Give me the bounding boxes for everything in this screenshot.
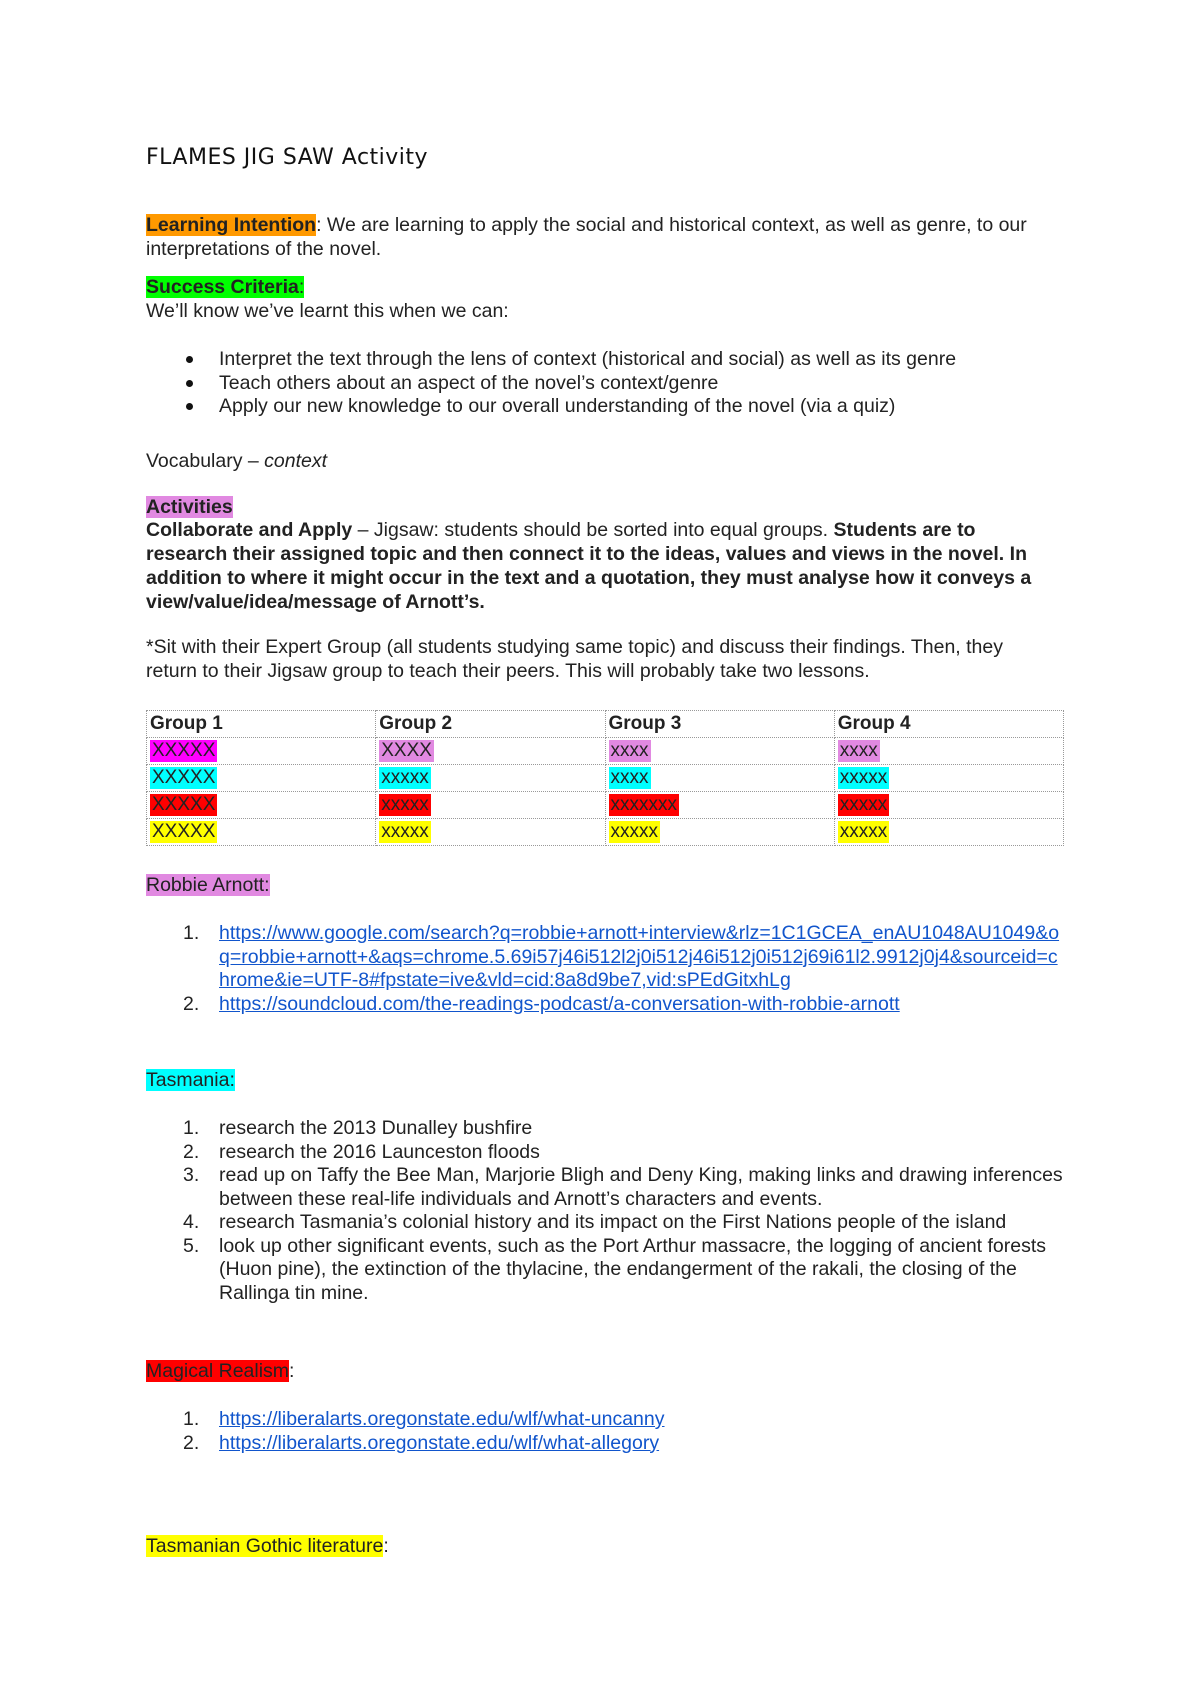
table-cell: XXXX xyxy=(381,740,432,761)
list-item: 1. https://liberalarts.oregonstate.edu/wlf/what-uncanny xyxy=(183,1408,665,1430)
table-cell: XXXXX xyxy=(152,740,216,761)
table-row xyxy=(147,738,1064,765)
table-cell: xxxx xyxy=(610,740,649,761)
table-header-row xyxy=(147,711,1064,738)
list-item: 5. look up other significant events, such as the Port Arthur massacre, the logging of ancient forests (Huon pine), the extinction of the thylacine, the endangerment of the rakali, the closing of the Rallinga tin mine. xyxy=(183,1234,1047,1304)
table-cell: xxxxx xyxy=(839,821,888,842)
vocabulary: Vocabulary – context xyxy=(146,450,328,472)
expert-group-text: *Sit with their Expert Group (all students studying same topic) and discuss their findings. Then, they return to their Jigsaw group to teach their peers. This will probably take two lessons. xyxy=(146,636,1003,682)
activities-heading: Activities xyxy=(146,496,233,518)
page-title: FLAMES JIG SAW Activity xyxy=(146,145,429,170)
table-row xyxy=(147,819,1064,846)
list-item: 2. research the 2016 Launceston floods xyxy=(183,1140,540,1163)
success-criteria-heading: Success Criteria: xyxy=(146,276,305,298)
robbie-arnott-links xyxy=(146,922,1066,1016)
magical-realism-links xyxy=(146,1408,1066,1455)
magical-realism-heading: Magical Realism: xyxy=(146,1360,295,1382)
vocabulary-term: context xyxy=(264,450,328,472)
list-item: Teach others about an aspect of the novel’s context/genre xyxy=(146,372,956,396)
list-item: 1. https://www.google.com/search?q=robbie+arnott+interview&rlz=1C1GCEA_enAU1048AU1049&oq=robbie+arnott+&aqs=chrome.5.69i57j46i512l2j0i512j46i512j0i512j69i61l2.9912j0j4&sourceid=chrome&ie=UTF-8#fpstate=ive&vld=cid:8a8d9be7,vid:sPEdGitxhLg xyxy=(183,922,1060,991)
table-cell: xxxxx xyxy=(839,794,888,815)
table-cell: XXXXX xyxy=(152,767,216,788)
tasmania-list xyxy=(146,1117,1066,1305)
success-criteria-intro: We’ll know we’ve learnt this when we can: xyxy=(146,300,509,322)
allegory-link[interactable]: https://liberalarts.oregonstate.edu/wlf/what-allegory xyxy=(219,1431,660,1454)
tasmanian-gothic-heading: Tasmanian Gothic literature: xyxy=(146,1535,389,1557)
group-4-header: Group 4 xyxy=(834,711,1063,738)
groups-table xyxy=(146,710,1064,846)
interview-link[interactable]: https://www.google.com/search?q=robbie+arnott+interview&rlz=1C1GCEA_enAU1048AU1049&oq=robbie+arnott+&aqs=chrome.5.69i57j46i512l2j0i512j46i512j0i512j69i61l2.9912j0j4&sourceid=chrome&ie=UTF-8#fpstate=ive&vld=cid:8a8d9be7,vid:sPEdGitxhLg xyxy=(219,922,1060,991)
learning-intention-label: Learning Intention xyxy=(146,214,317,236)
list-item: Apply our new knowledge to our overall understanding of the novel (via a quiz) xyxy=(146,395,956,419)
table-cell: XXXXX xyxy=(152,794,216,815)
table-cell: xxxxxxx xyxy=(610,794,677,815)
table-cell: xxxxx xyxy=(610,821,658,842)
list-item: 4. research Tasmania’s colonial history and its impact on the First Nations people of the island xyxy=(183,1211,1007,1233)
list-item: 2. https://soundcloud.com/the-readings-podcast/a-conversation-with-robbie-arnott xyxy=(183,992,900,1015)
learning-intention-text: : We are learning to apply the social and historical context, as well as genre, to our interpretations of the novel. xyxy=(146,214,1027,260)
uncanny-link[interactable]: https://liberalarts.oregonstate.edu/wlf/what-uncanny xyxy=(219,1408,665,1430)
table-row xyxy=(147,765,1064,792)
list-item: 1. research the 2013 Dunalley bushfire xyxy=(183,1117,533,1139)
activities-description: Collaborate and Apply – Jigsaw: students should be sorted into equal groups. Students are to research their assigned topic and then connect it to the ideas, values and views in the novel. In addition to where it might occur in the text and a quotation, they must analyse how it conveys a view/value/idea/message of Arnott’s. xyxy=(146,519,1032,613)
robbie-arnott-heading: Robbie Arnott: xyxy=(146,874,270,896)
list-item: Interpret the text through the lens of context (historical and social) as well as its genre xyxy=(146,348,956,372)
table-row xyxy=(147,792,1064,819)
podcast-link[interactable]: https://soundcloud.com/the-readings-podcast/a-conversation-with-robbie-arnott xyxy=(219,992,900,1015)
group-2-header: Group 2 xyxy=(376,711,605,738)
table-cell: XXXXX xyxy=(152,821,216,842)
table-cell: xxxxx xyxy=(381,767,429,788)
success-criteria-label: Success Criteria xyxy=(146,276,299,298)
table-cell: xxxx xyxy=(839,740,878,761)
table-cell: xxxxx xyxy=(381,794,429,815)
success-criteria-list xyxy=(146,348,956,419)
table-cell: xxxxx xyxy=(839,767,888,788)
list-item: 2. https://liberalarts.oregonstate.edu/wlf/what-allegory xyxy=(183,1431,660,1454)
group-3-header: Group 3 xyxy=(605,711,834,738)
list-item: 3. read up on Taffy the Bee Man, Marjorie Bligh and Deny King, making links and drawing inferences between these real-life individuals and Arnott’s characters and events. xyxy=(183,1164,1063,1210)
table-cell: xxxxx xyxy=(381,821,429,842)
learning-intention xyxy=(146,213,1056,261)
tasmania-heading: Tasmania: xyxy=(146,1069,235,1091)
table-cell: xxxx xyxy=(610,767,649,788)
group-1-header: Group 1 xyxy=(147,711,376,738)
